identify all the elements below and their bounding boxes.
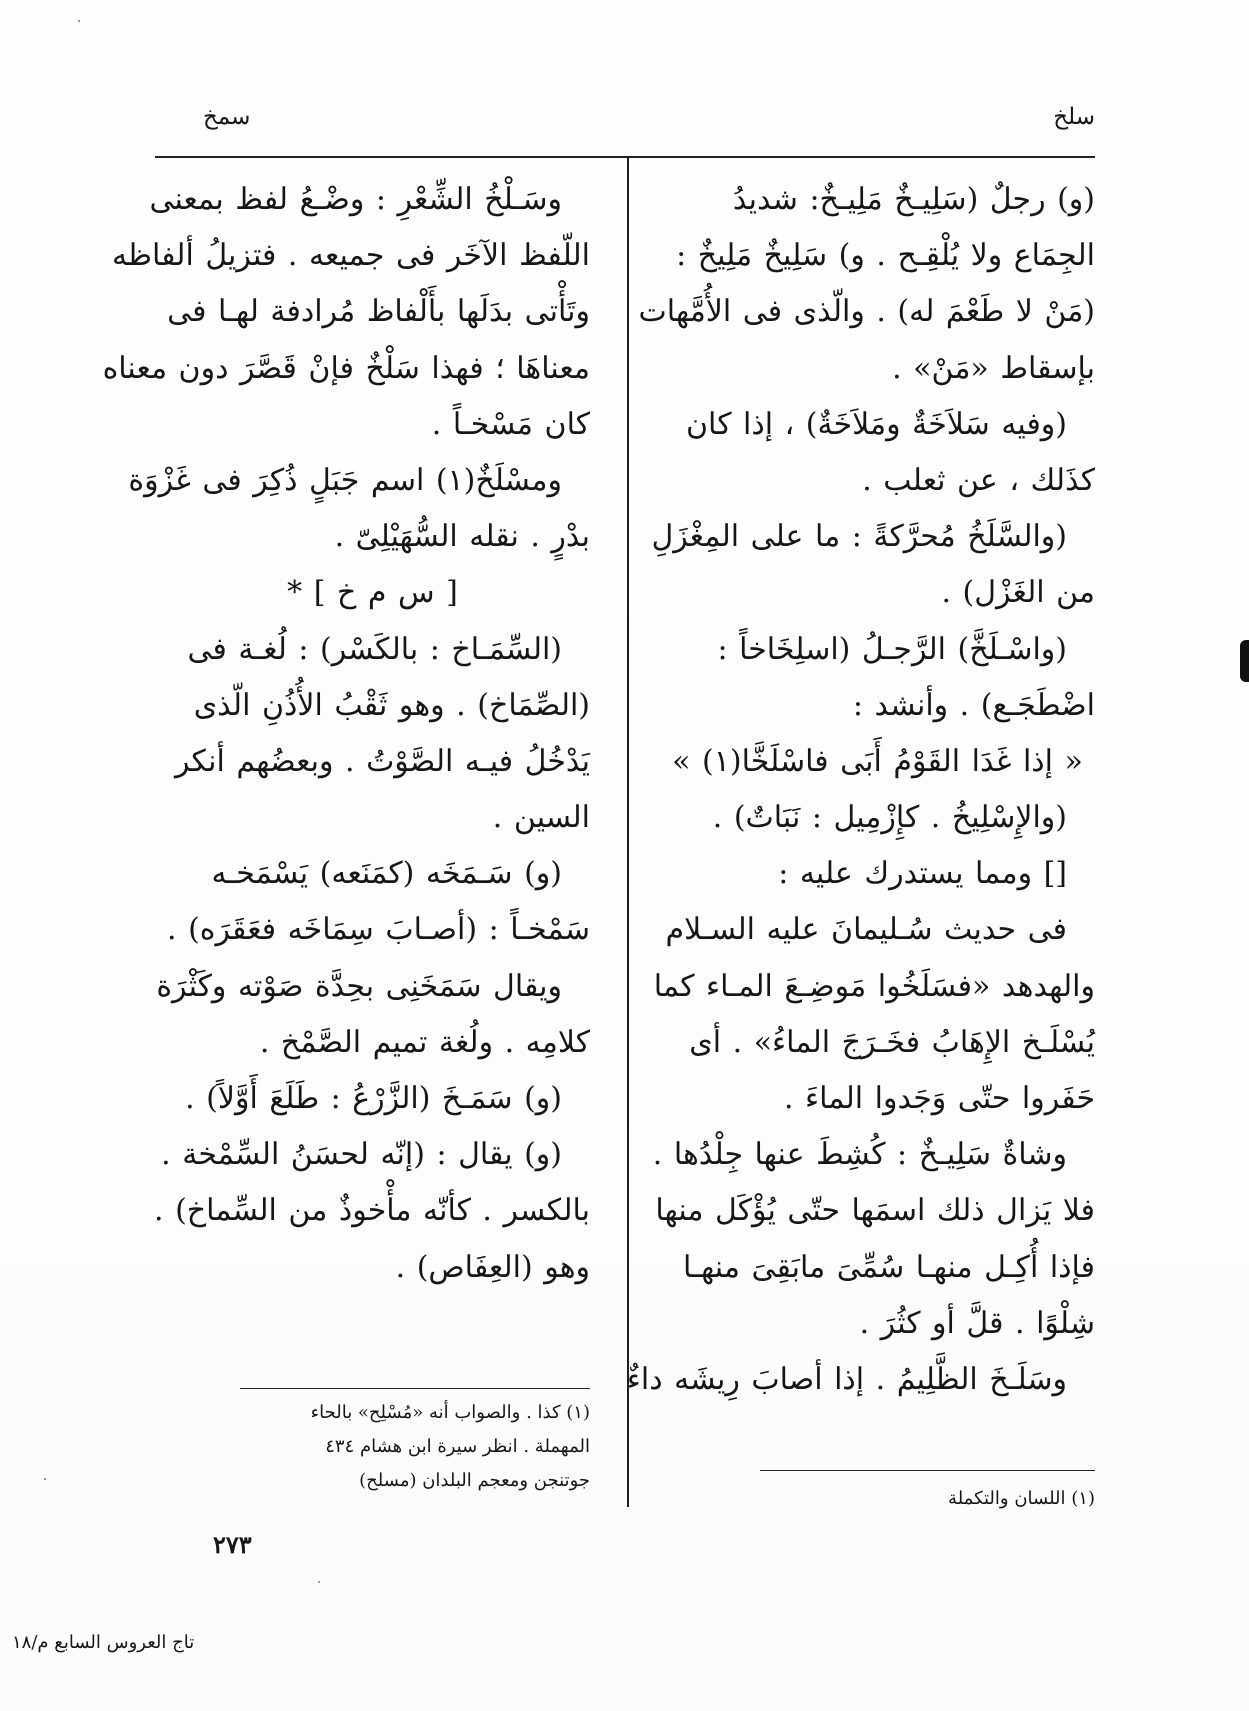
entry-heading: [ س م خ ] * [287,575,458,611]
text-line: (و) سَمَـخَ (الزَّرْعُ : طَلَعَ أَوَّلاً) . [185,1081,562,1116]
text-line: فلا يَزال ذلك اسمَها حتّى يُؤْكَل منها [655,1193,1095,1229]
footnote-right [790,1482,1095,1516]
footnote-rule-left [240,1388,590,1389]
running-head-right: سلخ [1053,104,1095,130]
text-line: يُسْلَـخ الإِهَابُ فخَـرَجَ الماءُ» . أى [689,1024,1095,1060]
text-line: السين . [492,800,590,836]
footnote-line: جوتنجن ومعجم البلدان (مسلح) [359,1470,590,1491]
scan-speck [318,1581,320,1583]
text-line: اللّفظ الآخَر فى جميعه . فتزيلُ ألفاظه [112,238,590,274]
text-line: وشاةٌ سَلِيـخٌ : كُشِطَ عنها جِلْدُها . [652,1137,1067,1173]
text-line: حَفَروا حتّى وَجَدوا الماءَ . [783,1081,1095,1116]
text-line: ومسْلَخٌ(١) اسم جَبَلٍ ذُكِرَ فى غَزْوَة [128,462,562,498]
text-line: [] ومما يستدرك عليه : [778,856,1067,892]
page-number: ٢٧٣ [213,1530,252,1559]
text-line: من الغَزْل) . [941,575,1095,611]
binding-edge-mark [1240,640,1249,682]
text-line: الجِمَاع ولا يُلْقِـح . و) سَلِيخٌ مَلِيخٌ : [676,238,1095,274]
column-divider [627,157,629,1507]
book-signature: تاج العروس السابع م/١٨ [12,1632,195,1653]
text-line: (وفيه سَلاَخَةٌ ومَلاَخَةٌ) ، إذا كان [686,406,1067,442]
text-line: وهو (العِفَاص) . [395,1249,590,1285]
text-line: (و) يقال : (إنّه لحسَنُ السِّمْخة . [161,1137,562,1173]
text-line: فإذا أُكِـل منهـا سُمِّىَ مابَقِىَ منهـا [683,1249,1095,1285]
text-line: والهدهد «فسَلَخُوا مَوضِـعَ المـاء كما [653,968,1095,1004]
right-column [626,172,1095,1408]
text-line: شِلْوًا . قلَّ أو كثُرَ . [859,1305,1095,1341]
text-line: (واسْـلَخَّ) الرَّجـلُ (اسلِخَاخاً : [717,631,1067,667]
footnote-line: (١) اللسان والتكملة [948,1488,1095,1509]
text-line: يَدْخُلُ فيـه الصَّوْتُ . وبعضُهم أنكر [175,743,590,779]
scan-speck [78,20,80,22]
text-line: بإسقاط «مَنْ» . [892,350,1095,386]
text-line: سَمْخـاً : (أصـابَ سِمَاخَه فعَقَرَه) . [167,912,590,948]
text-line: ويقال سَمَخَنِى بحِدَّة صَوْته وكَثْرَة [156,968,562,1004]
text-line: كذَلك ، عن ثعلب . [862,462,1095,498]
text-line: (و) سَـمَخَه (كمَنَعه) يَسْمَخـه [211,856,562,892]
text-line: (والإِسْلِيخُ . كإِزْمِيل : نَبَاتٌ) . [712,800,1067,836]
footnote-left [155,1396,590,1498]
text-line: بالكسر . كأنّه مأْخوذٌ من السِّماخ) . [154,1193,590,1229]
text-line: كان مَسْخـاً . [431,406,590,442]
text-line: وسَلَـخَ الظَّلِيمُ . إذا أصابَ رِيشَه داءٌ [626,1361,1067,1397]
text-line: فى حديث سُـليمانَ عليه السـلام [665,912,1067,948]
text-line: (الصِّمَاخ) . وهو ثَقْبُ الأُذُنِ الّذى [193,687,590,723]
footnote-line: المهملة . انظر سيرة ابن هشام ٤٣٤ [325,1436,590,1457]
page-header [155,98,1095,158]
text-line: بدْرٍ . نقله السُّهَيْلِىّ . [334,519,590,555]
running-head-left: سمخ [203,104,251,130]
footnote-line: (١) كذا . والصواب أنه «مُسْلِح» بالحاء [310,1402,590,1423]
footnote-rule-right [760,1470,1095,1471]
text-line: (و) رجلٌ (سَلِيـخٌ مَلِيـخٌ: شديدُ [732,182,1095,217]
verse-line: « إذا غَدَا القَوْمُ أَبَى فاسْلَخَّا(١) » [672,743,1083,779]
left-column [102,172,590,1296]
text-line: (مَنْ لا طَعْمَ له) . والّذى فى الأُمَّهات [638,294,1095,330]
text-line: وتَأْتى بدَلَها بأَلْفاظ مُرادفة لهـا فى [167,294,590,330]
text-line: كلامِه . ولُغة تميم الصَّمْخ . [259,1024,590,1060]
text-line: وسَـلْخُ الشِّعْرِ : وضْـعُ لفظ بمعنى [149,182,562,217]
text-line: اضْطَجَـع) . وأنشد : [852,687,1095,723]
text-line: معناهَا ؛ فهذا سَلْخٌ فإنْ قَصَّرَ دون معناه [102,350,590,386]
text-line: (السِّمَـاخ : بالكَسْر) : لُغـة فى [187,631,562,667]
text-line: (والسَّلَخُ مُحرَّكةً : ما على المِغْزَلِ [651,519,1067,555]
scan-speck [44,1478,46,1480]
